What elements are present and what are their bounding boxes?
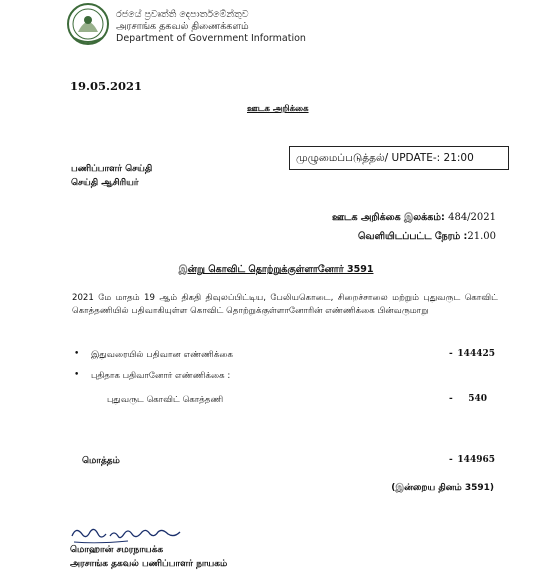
recipient-editor: செய்தி ஆசிரியர்	[71, 178, 139, 188]
header-sinhala: රජයේ ප්‍රවෘත්ති දෙපාර්තමේන්තුව	[116, 9, 249, 20]
recipient-director: பணிப்பாளர் செய்தி	[71, 164, 153, 174]
total-label: மொத்தம்	[82, 456, 120, 466]
signatory-title: அரசாங்க தகவல் பணிப்பாளர் நாயகம்	[70, 559, 228, 569]
new-cases-label: புதிதாக பதிவானோர் எண்ணிக்கை :	[91, 371, 231, 381]
bullet-2: •	[74, 370, 80, 380]
bullet-1: •	[74, 349, 80, 359]
intro-paragraph: 2021 மே மாதம் 19 ஆம் திகதி திவுலப்பிட்டிய, பேலியகொடை, சிறைச்சாலை மற்றும் புதுவருட கொவிட் கொத்தணியில் பதிவாகியுள்ள கொவிட் தொற்றுக்குள்ளானோரின் எண்ணிக்கை பின்வருமாறு	[72, 293, 498, 316]
release-number-label: ஊடக அறிக்கை இலக்கம்:	[331, 212, 445, 223]
signatory-name: மொஹான் சமரநாயக்க	[70, 545, 164, 555]
new-year-cluster-label: புதுவருட கொவிட் கொத்தணி	[107, 395, 224, 405]
release-number-line	[332, 212, 496, 224]
new-year-cluster-value: 540	[468, 394, 487, 404]
cumulative-count-dash: -	[449, 349, 453, 359]
update-box: முழுமைப்படுத்தல்/ UPDATE-: 21:00	[289, 146, 509, 170]
cumulative-count-value: 144425	[457, 349, 495, 359]
cumulative-count-label: இதுவரையில் பதிவான எண்ணிக்கை	[91, 350, 234, 360]
header-tamil: அரசாங்க தகவல் திணைக்களம்	[116, 21, 249, 32]
government-emblem-icon	[66, 2, 110, 46]
release-time-line	[358, 231, 496, 243]
release-time-label: வெளியிடப்பட்ட நேரம் :	[357, 231, 468, 242]
total-dash: -	[449, 455, 453, 465]
header-english: Department of Government Information	[116, 33, 306, 44]
new-year-cluster-dash: -	[449, 394, 453, 404]
release-number: 484/2021	[448, 212, 496, 223]
today-note: (இன்றைய தினம் 3591)	[391, 483, 494, 493]
release-time: 21.00	[467, 231, 496, 242]
main-heading: இன்று கொவிட் தொற்றுக்குள்ளானோர் 3591	[178, 264, 374, 275]
total-value: 144965	[457, 455, 495, 465]
document-date: 19.05.2021	[70, 79, 143, 93]
media-notice-title: ஊடக அறிக்கை	[247, 104, 309, 114]
